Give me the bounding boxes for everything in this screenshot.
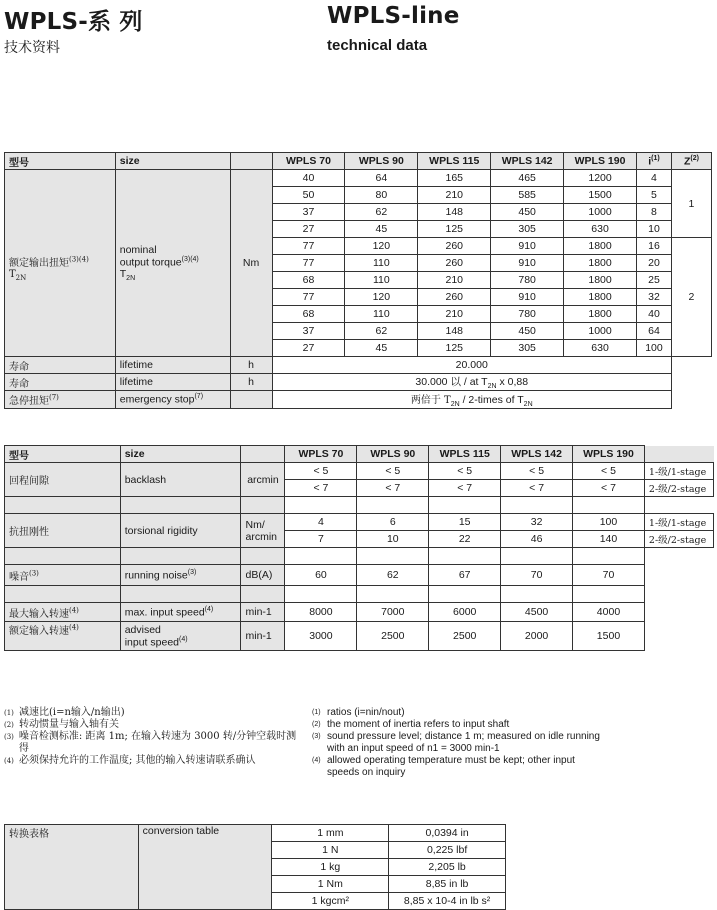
table-cell: < 7 [429, 480, 501, 497]
spacer-cell [429, 497, 501, 514]
spacer-cell [120, 548, 241, 565]
emergency-unit [230, 391, 272, 409]
table-cell: 120 [345, 289, 418, 306]
spacer-cell [357, 586, 429, 603]
table-cell: 780 [491, 306, 564, 323]
ratio-cell: 100 [636, 340, 671, 357]
model-header: WPLS 142 [501, 446, 573, 463]
torque-unit: Nm [230, 170, 272, 357]
table-cell: 100 [573, 514, 645, 531]
table-cell: 910 [491, 289, 564, 306]
table-cell: 77 [272, 289, 345, 306]
table-cell: 68 [272, 272, 345, 289]
header-unit [230, 153, 272, 170]
spacer-cell [429, 586, 501, 603]
table-cell: < 5 [501, 463, 573, 480]
note-item: with an input speed of n1 = 3000 min-1 [327, 743, 500, 754]
conversion-from: 1 mm [272, 825, 389, 842]
ratio-cell: 32 [636, 289, 671, 306]
spacer-cell [285, 586, 357, 603]
rigidity-label-cn: 抗扭刚性 [5, 514, 121, 548]
stage-label: 1-级/1-stage [644, 514, 713, 531]
lifetime-value: 20.000 [272, 357, 671, 374]
table-cell: 77 [272, 238, 345, 255]
table-cell: 1800 [564, 272, 637, 289]
max-speed-label-cn: 最大输入转速$^{(4)}$ [5, 603, 121, 622]
table-cell: < 7 [501, 480, 573, 497]
table-cell: 6 [357, 514, 429, 531]
table-cell: 7000 [357, 603, 429, 622]
ratio-cell: 25 [636, 272, 671, 289]
table-cell: 1800 [564, 306, 637, 323]
table-cell: < 5 [357, 463, 429, 480]
spacer-cell [285, 548, 357, 565]
table-cell: 2500 [357, 622, 429, 651]
table-cell: 260 [418, 238, 491, 255]
table-cell: 450 [491, 204, 564, 221]
conversion-from: 1 kg [272, 859, 389, 876]
emergency-label-en: emergency stop$^{(7)}$ [115, 391, 230, 409]
model-header: WPLS 90 [345, 153, 418, 170]
table-cell: 40 [272, 170, 345, 187]
table-cell: 148 [418, 204, 491, 221]
stage-label: 2-级/2-stage [644, 480, 713, 497]
table-cell: 165 [418, 170, 491, 187]
lifetime-value: 30.000 以 / at $T_{2N}$ x 0,88 [272, 374, 671, 391]
table-cell: 1500 [564, 187, 637, 204]
table-cell: 4 [285, 514, 357, 531]
table-cell: 45 [345, 221, 418, 238]
table-cell: 50 [272, 187, 345, 204]
table-cell: 4000 [573, 603, 645, 622]
table-cell: 22 [429, 531, 501, 548]
title-cn: WPLS-系 列 [4, 9, 143, 35]
header-cn: 型号 [5, 153, 116, 170]
table-cell: 15 [429, 514, 501, 531]
emergency-value: 两倍于 $T_{2N}$ / 2-times of $T_{2N}$ [272, 391, 671, 409]
model-header: WPLS 115 [429, 446, 501, 463]
conversion-from: 1 Nm [272, 876, 389, 893]
max-speed-unit: min-1 [241, 603, 285, 622]
spacer-cell [357, 497, 429, 514]
table-cell: < 7 [573, 480, 645, 497]
table-cell: 3000 [285, 622, 357, 651]
header-cn: 型号 [5, 446, 121, 463]
table-cell: 62 [357, 565, 429, 586]
note-item: (1) ratios (i=nin/nout) [312, 707, 405, 718]
noise-label-en: running noise$^{(3)}$ [120, 565, 241, 586]
table-cell: 110 [345, 306, 418, 323]
conversion-to: 0,225 lbf [389, 842, 506, 859]
stage-label: 2-级/2-stage [644, 531, 713, 548]
spacer-cell [357, 548, 429, 565]
table-cell: 4500 [501, 603, 573, 622]
table-cell: < 5 [573, 463, 645, 480]
table-cell: 630 [564, 221, 637, 238]
rigidity-label-en: torsional rigidity [120, 514, 241, 548]
table-cell: < 5 [429, 463, 501, 480]
ratio-cell: 20 [636, 255, 671, 272]
table-cell: 70 [501, 565, 573, 586]
spacer-cell [501, 586, 573, 603]
table-cell: 1000 [564, 323, 637, 340]
note-item: (2) 转动惯量与输入轴有关 [4, 719, 119, 730]
table-cell: 1200 [564, 170, 637, 187]
subtitle-en: technical data [327, 37, 428, 54]
table-cell: 780 [491, 272, 564, 289]
noise-label-cn: 噪音$^{(3)}$ [5, 565, 121, 586]
conversion-to: 2,205 lb [389, 859, 506, 876]
table-cell: 1800 [564, 255, 637, 272]
table-cell: 80 [345, 187, 418, 204]
z-cell: 1 [671, 170, 711, 238]
ratio-cell: 40 [636, 306, 671, 323]
table-cell: 8000 [285, 603, 357, 622]
table-cell: 450 [491, 323, 564, 340]
ratio-header: $i^{(1)}$ [636, 153, 671, 170]
spacer-cell [573, 497, 645, 514]
table-cell: 77 [272, 255, 345, 272]
spacer-cell [5, 497, 121, 514]
lifetime-unit: h [230, 374, 272, 391]
ratio-cell: 16 [636, 238, 671, 255]
note-item: (4) 必须保持允许的工作温度; 其他的输入转速请联系确认 [4, 755, 256, 766]
ratio-cell: 10 [636, 221, 671, 238]
conversion-from: 1 kgcm² [272, 893, 389, 910]
title-en: WPLS-line [327, 3, 460, 29]
ratio-cell: 8 [636, 204, 671, 221]
spacer-cell [241, 586, 285, 603]
conversion-label-en: conversion table [138, 825, 272, 910]
table-cell: 110 [345, 255, 418, 272]
z-cell: 2 [671, 238, 711, 357]
table-cell: 46 [501, 531, 573, 548]
table-cell: 260 [418, 255, 491, 272]
table-cell: 27 [272, 221, 345, 238]
noise-unit: dB(A) [241, 565, 285, 586]
table-cell: 62 [345, 323, 418, 340]
table-cell: 210 [418, 272, 491, 289]
conversion-to: 8,85 in lb [389, 876, 506, 893]
header-size: size [120, 446, 241, 463]
table-cell: 125 [418, 340, 491, 357]
spacer-cell [5, 548, 121, 565]
performance-table [4, 445, 714, 651]
table-cell: 125 [418, 221, 491, 238]
table-cell: 148 [418, 323, 491, 340]
table-cell: 1500 [573, 622, 645, 651]
header-unit [241, 446, 285, 463]
note-item: speeds on inquiry [327, 767, 406, 778]
conversion-from: 1 N [272, 842, 389, 859]
table-cell: 120 [345, 238, 418, 255]
notes-en [312, 707, 612, 779]
spacer-cell [429, 548, 501, 565]
note-item: (2) the moment of inertia refers to input shaft [312, 719, 510, 730]
table-cell: 6000 [429, 603, 501, 622]
conversion-to: 0,0394 in [389, 825, 506, 842]
table-cell: < 7 [357, 480, 429, 497]
model-header: WPLS 190 [564, 153, 637, 170]
table-cell: 910 [491, 238, 564, 255]
z-header: $Z^{(2)}$ [671, 153, 711, 170]
table-cell: 260 [418, 289, 491, 306]
lifetime-label-cn: 寿命 [5, 374, 116, 391]
torque-label-en: nominal output torque$^{(3)(4)}$ $T_{2N}$ [115, 170, 230, 357]
table-cell: 585 [491, 187, 564, 204]
table-cell: < 5 [285, 463, 357, 480]
notes-cn [4, 707, 304, 767]
table-cell: 64 [345, 170, 418, 187]
table-cell: 45 [345, 340, 418, 357]
advised-speed-label-en: advised input speed$^{(4)}$ [120, 622, 241, 651]
torque-table [4, 152, 712, 409]
table-cell: 210 [418, 187, 491, 204]
lifetime-label-en: lifetime [115, 374, 230, 391]
table-cell: < 7 [285, 480, 357, 497]
table-cell: 27 [272, 340, 345, 357]
table-cell: 1000 [564, 204, 637, 221]
torque-label-cn: 额定输出扭矩$^{(3)(4)}$ $T_{2N}$ [5, 170, 116, 357]
backlash-label-en: backlash [120, 463, 241, 497]
advised-speed-unit: min-1 [241, 622, 285, 651]
ratio-cell: 4 [636, 170, 671, 187]
spacer-cell [573, 548, 645, 565]
table-cell: 305 [491, 221, 564, 238]
table-cell: 10 [357, 531, 429, 548]
table-cell: 67 [429, 565, 501, 586]
table-cell: 7 [285, 531, 357, 548]
conversion-label-cn: 转换表格 [5, 825, 139, 910]
max-speed-label-en: max. input speed$^{(4)}$ [120, 603, 241, 622]
table-cell: 305 [491, 340, 564, 357]
table-cell: 37 [272, 323, 345, 340]
note-item: (3) 噪音检测标准: 距离 1m; 在输入转速为 3000 转/分钟空载时测得 [4, 731, 297, 754]
table-cell: 110 [345, 272, 418, 289]
spacer-cell [5, 586, 121, 603]
model-header: WPLS 190 [573, 446, 645, 463]
model-header: WPLS 142 [491, 153, 564, 170]
model-header: WPLS 115 [418, 153, 491, 170]
table-cell: 70 [573, 565, 645, 586]
spacer-cell [120, 497, 241, 514]
table-cell: 32 [501, 514, 573, 531]
table-cell: 140 [573, 531, 645, 548]
table-cell: 210 [418, 306, 491, 323]
table-cell: 630 [564, 340, 637, 357]
table-cell: 910 [491, 255, 564, 272]
spacer-cell [501, 548, 573, 565]
conversion-to: 8,85 x 10-4 in lb s² [389, 893, 506, 910]
rigidity-unit: Nm/ arcmin [241, 514, 285, 548]
lifetime-label-cn: 寿命 [5, 357, 116, 374]
model-header: WPLS 70 [272, 153, 345, 170]
table-cell: 60 [285, 565, 357, 586]
spacer-cell [285, 497, 357, 514]
table-cell: 68 [272, 306, 345, 323]
table-cell: 62 [345, 204, 418, 221]
conversion-table [4, 824, 506, 910]
table-cell: 1800 [564, 238, 637, 255]
spacer-cell [501, 497, 573, 514]
table-cell: 465 [491, 170, 564, 187]
note-item: (4) allowed operating temperature must be kept; other input [312, 755, 575, 766]
spacer-cell [573, 586, 645, 603]
backlash-label-cn: 回程间隙 [5, 463, 121, 497]
note-item: (3) sound pressure level; distance 1 m; measured on idle running [312, 731, 600, 742]
model-header: WPLS 90 [357, 446, 429, 463]
advised-speed-label-cn: 额定输入转速$^{(4)}$ [5, 622, 121, 651]
backlash-unit: arcmin [241, 463, 285, 497]
model-header: WPLS 70 [285, 446, 357, 463]
table-cell: 37 [272, 204, 345, 221]
table-cell: 2500 [429, 622, 501, 651]
ratio-cell: 5 [636, 187, 671, 204]
header-size: size [115, 153, 230, 170]
lifetime-label-en: lifetime [115, 357, 230, 374]
emergency-label-cn: 急停扭矩$^{(7)}$ [5, 391, 116, 409]
subtitle-cn: 技术资料 [4, 40, 60, 56]
spacer-cell [241, 497, 285, 514]
table-cell: 1800 [564, 289, 637, 306]
note-item: (1) 减速比(i=n输入/n输出) [4, 707, 125, 718]
stage-label: 1-级/1-stage [644, 463, 713, 480]
table-cell: 2000 [501, 622, 573, 651]
spacer-cell [120, 586, 241, 603]
lifetime-unit: h [230, 357, 272, 374]
spacer-cell [241, 548, 285, 565]
ratio-cell: 64 [636, 323, 671, 340]
